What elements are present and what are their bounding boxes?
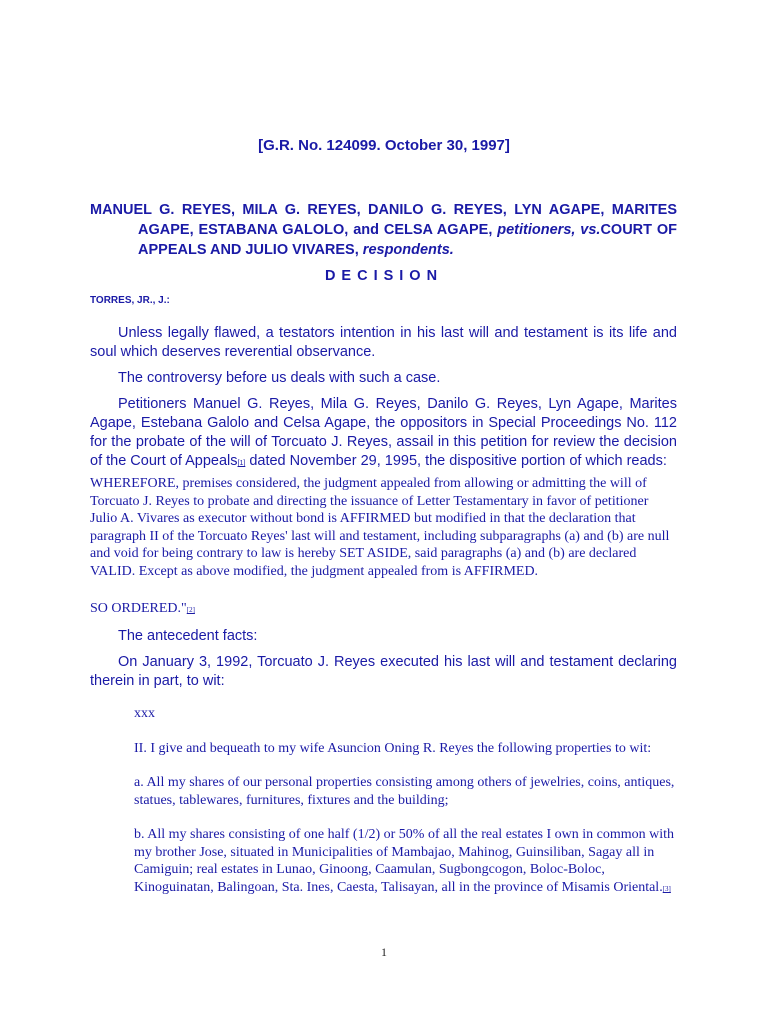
petitioners-names: MANUEL G. REYES, MILA G. REYES, DANILO G. REYES, LYN AGAPE, MARITES AGAPE, ESTABANA GALOLO, and CELSA AGAPE, [90,202,677,238]
respondents-names: COURT OF APPEALS AND JULIO VIVARES, [138,222,678,258]
respondents-label: respondents. [362,242,454,258]
paragraph-5: On January 3, 1992, Torcuato J. Reyes executed his last will and testament declaring therein in part, to wit: [90,654,677,689]
will-item-ii: II. I give and bequeath to my wife Asuncion Oning R. Reyes the following properties to wit: [134,740,652,756]
quote-so-ordered [90,600,677,620]
will-xxx: xxx [134,706,155,721]
will-excerpt [134,705,677,898]
page-number: 1 [381,945,387,959]
petitioners-label: petitioners, vs. [497,222,601,238]
footnote-2-link[interactable]: [2] [186,606,195,614]
case-title: [G.R. No. 124099. October 30, 1997] [258,137,510,154]
paragraph-3-text-b: dated November 29, 1995, the dispositive portion of which reads: [245,453,667,469]
will-item-a: a. All my shares of our personal properties consisting among others of jewelries, coins, antiques, statues, tablewares, furnitures, fixtures and the building; [134,775,675,808]
will-item-b-text: b. All my shares consisting of one half (1/2) or 50% of all the real estates I own in common with my brother Jose, situated in Municipalities of Mambajao, Mahinog, Guinsiliban, Sagay all in Camiguin; real estates in Lunao, Ginoong, Caamulan, Sugbongcogon, Boloc-Boloc, Kinoguinatan, Balingoan, Sta. Ines, Caesta, Talisayan, all in the province of Misamis Oriental. [134,827,675,895]
paragraph-1: Unless legally flawed, a testators intention in his last will and testament is its life and soul which deserves reverential observance. [90,325,677,360]
case-parties [90,200,677,260]
quoted-dispositive-portion [90,475,677,620]
footnote-1-link[interactable]: [1] [237,460,246,467]
will-item-b [134,826,677,898]
paragraph-3-text-a: Petitioners Manuel G. Reyes, Mila G. Reyes, Danilo G. Reyes, Lyn Agape, Marites Agape, Estebana Galolo and Celsa Agape, the oppositors in Special Proceedings No. 112 for the probate of the will of Torcuato J. Reyes, assail in this petition for review the decision of the Court of Appeals [90,396,677,469]
so-ordered-text: SO ORDERED." [90,601,187,616]
ponente: TORRES, JR., J.: [90,295,170,306]
antecedent-paragraphs [90,627,677,691]
decision-heading: DECISION [324,268,444,284]
quote-wherefore: WHEREFORE, premises considered, the judgment appealed from allowing or admitting the will of Torcuato J. Reyes to probate and directing the issuance of Letter Testamentary in favor of petitioner Julio A. Vivares as executor without bond is AFFIRMED but modified in that the declaration that paragraph II of the Torcuato Reyes' last will and testament, including subparagraphs (a) and (b) are null and void for being contrary to law is hereby SET ASIDE, said paragraphs (a) and (b) are declared VALID. Except as above modified, the judgment appealed from is AFFIRMED. [90,476,670,579]
paragraph-4: The antecedent facts: [118,628,258,644]
paragraph-2: The controversy before us deals with such a case. [118,370,441,386]
footnote-3-link[interactable]: [3] [662,884,671,893]
paragraph-3 [90,395,677,473]
opening-paragraphs [90,324,677,473]
